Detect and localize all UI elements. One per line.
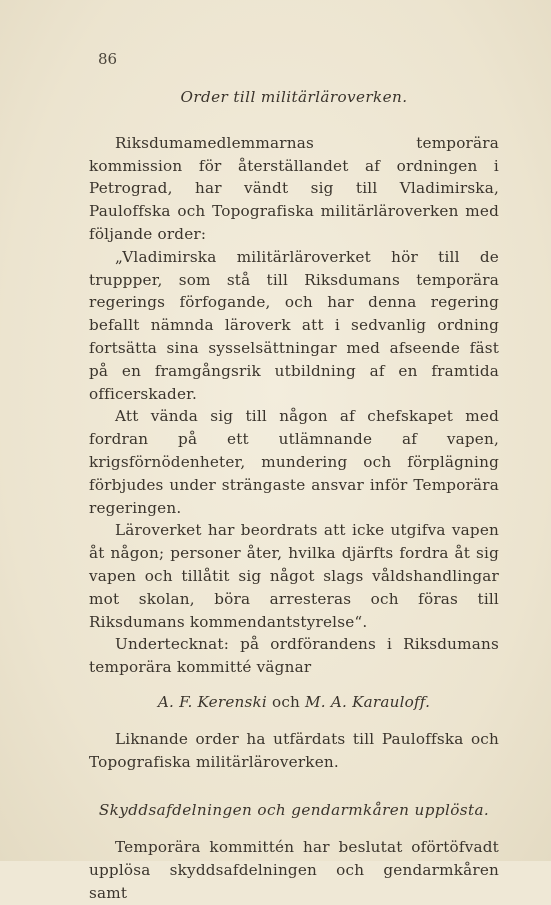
signatory-kerenski: A. F. Kerenski: [157, 692, 267, 711]
paragraph-prohibition: Att vända sig till någon af chefskapet med fordran på ett utlämnande af vapen, krigsförnödenheter, mundering och förplägning förbjudes under strängaste ansvar inför Temporära regeringen.: [89, 407, 499, 517]
paragraph-dissolution: Temporära kommittén har beslutat oförtöfvadt upplösa skyddsafdelningen och gendarmkåren samt: [89, 838, 499, 902]
paragraph-signed-by: Undertecknat: på ordförandens i Riksdumans temporära kommitté vägnar: [89, 635, 499, 677]
signature-conjunction: och: [271, 692, 301, 711]
paragraph-intro: Riksdumamedlemmarnas temporära kommission för återställandet af ordningen i Petrograd, har vändt sig till Vladimirska, Pauloffska och Topografiska militärläroverken med följande order:: [89, 133, 499, 243]
paragraph-similar-orders: Liknande order ha utfärdats till Pauloffska och Topografiska militärläroverken.: [89, 729, 499, 771]
signature-line: [89, 691, 499, 714]
page-number: 86: [98, 50, 118, 68]
section-heading-orders: Order till militärläroverken.: [180, 88, 408, 106]
paragraph-arrest-instruction: Läroverket har beordrats att icke utgifva vapen åt någon; personer åter, hvilka djärfts fordra åt sig vapen och tillåtit sig något slags våldshandlingar mot skolan, böra arresteras och föras till Riksdumans kommendantstyrelse“.: [89, 521, 499, 631]
paragraph-order-text: „Vladimirska militärläroverket hör till de truppper, som stå till Riksdumans temporära regerings förfogande, och har denna regering befallt nämnda läroverk att i sedvanlig ordning fortsätta sina sysselsättningar med afseende fäst på en framgångsrik utbildning af en framtida officerskader.: [89, 247, 499, 403]
signatory-karauloff: M. A. Karauloff.: [305, 692, 431, 711]
section-heading-dissolution: Skyddsafdelningen och gendarmkåren upplösta.: [98, 801, 490, 820]
page-content: [89, 86, 499, 905]
